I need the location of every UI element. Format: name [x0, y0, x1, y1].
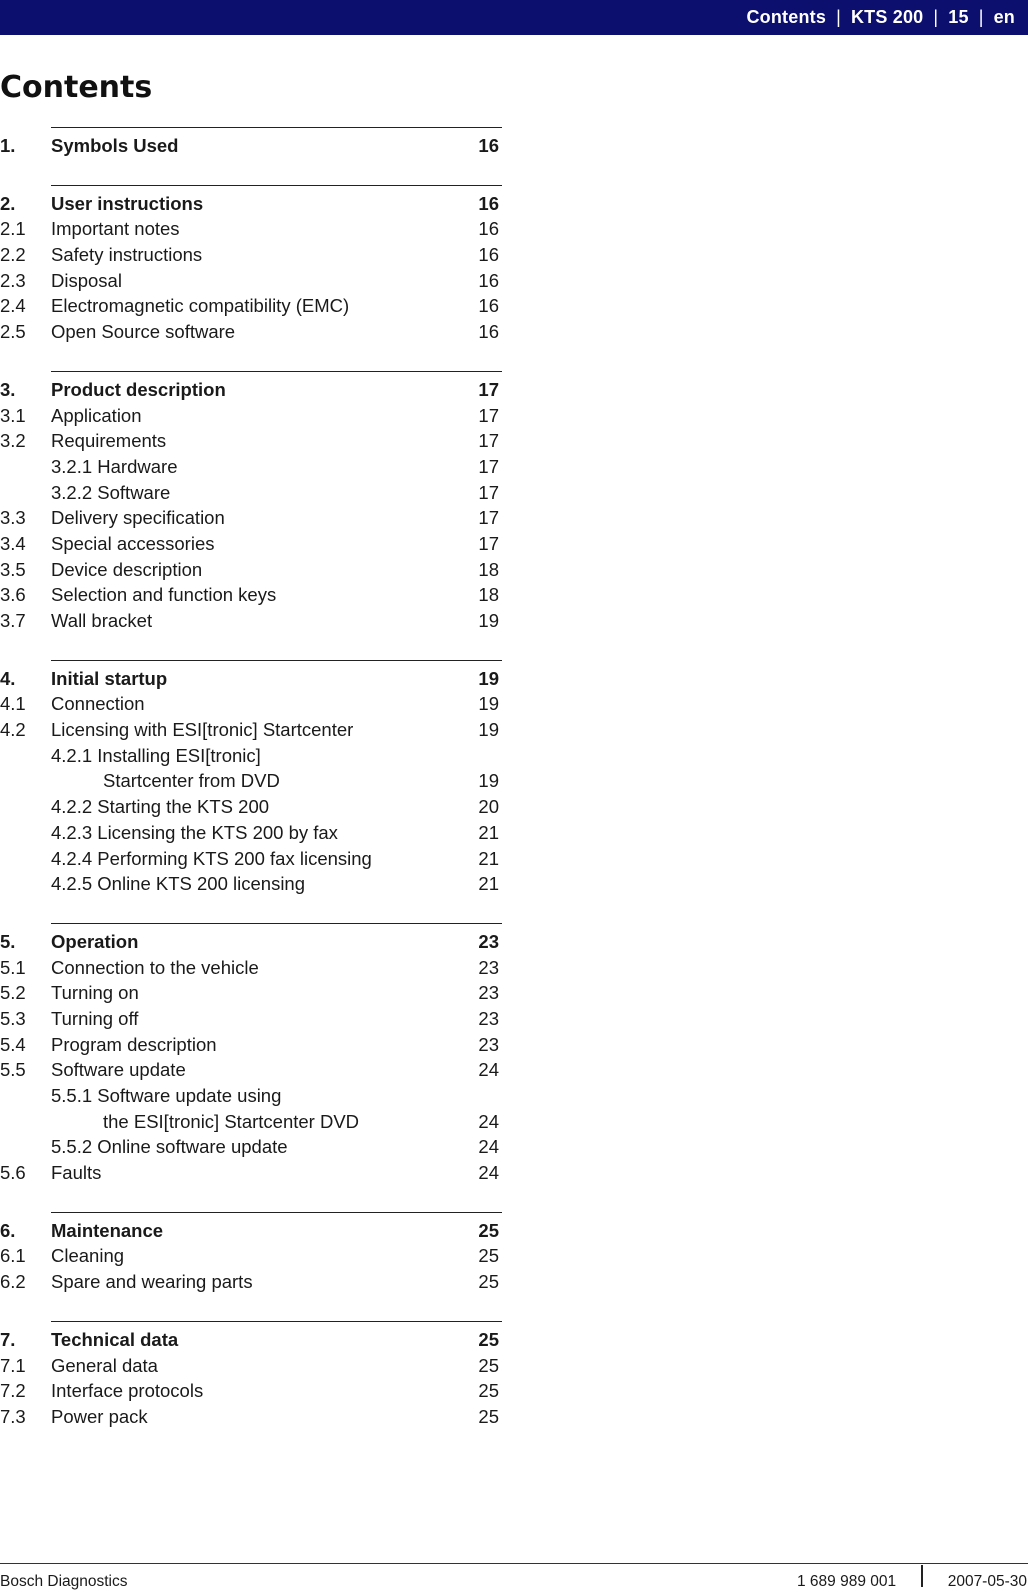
header-separator: | [836, 7, 841, 27]
toc-entry[interactable] [0, 1404, 502, 1430]
toc-entry-number: 6.2 [0, 1271, 26, 1293]
header-section: Contents [746, 7, 827, 27]
toc-entry[interactable] [51, 820, 502, 846]
toc-entry-page: 23 [478, 956, 499, 978]
toc-entry-number: 2.5 [0, 321, 26, 343]
footer-divider [0, 1563, 1028, 1564]
footer-doc-number: 1 689 989 001 [797, 1573, 897, 1590]
header-language: en [993, 7, 1015, 27]
toc-chapter-entry[interactable] [0, 191, 502, 217]
toc-entry-number: 5.5 [0, 1059, 26, 1081]
toc-entry-number: 3.3 [0, 507, 26, 529]
toc-entry-page: 19 [478, 693, 499, 715]
toc-entry-title: 4.2.1 Installing ESI[tronic] [51, 744, 261, 766]
toc-entry-title: Software update [51, 1059, 186, 1081]
toc-entry-title: Turning on [51, 982, 139, 1004]
toc-entry-number: 5.4 [0, 1033, 26, 1055]
toc-entry-title: Selection and function keys [51, 584, 277, 606]
toc-entry-title: User instructions [51, 192, 204, 214]
toc-entry-number: 3. [0, 378, 16, 400]
toc-entry[interactable] [0, 242, 502, 268]
toc-entry-page: 19 [478, 667, 499, 689]
toc-entry-title: Licensing with ESI[tronic] Startcenter [51, 719, 354, 741]
toc-entry[interactable] [0, 691, 502, 717]
toc-section [0, 923, 502, 1186]
toc-entry-page: 16 [478, 244, 499, 266]
toc-entry-number: 7.1 [0, 1354, 26, 1376]
toc-entry-title: Spare and wearing parts [51, 1271, 253, 1293]
toc-entry-title: Disposal [51, 269, 122, 291]
toc-entry-number: 2.2 [0, 244, 26, 266]
toc-entry-title: Important notes [51, 218, 180, 240]
toc-entry[interactable] [0, 1006, 502, 1032]
toc-entry[interactable] [51, 480, 502, 506]
toc-entry-page: 18 [478, 584, 499, 606]
toc-entry-page: 16 [478, 321, 499, 343]
toc-entry-page: 20 [478, 796, 499, 818]
toc-entry-page: 23 [478, 1033, 499, 1055]
toc-entry[interactable] [0, 582, 502, 608]
toc-entry-page: 17 [478, 404, 499, 426]
toc-entry-page: 23 [478, 930, 499, 952]
toc-entry[interactable] [51, 768, 502, 794]
toc-chapter-entry[interactable] [0, 133, 502, 159]
toc-entry-title: 3.2.2 Software [51, 481, 171, 503]
toc-section [0, 1321, 502, 1430]
toc-entry-title: Connection [51, 693, 145, 715]
toc-entry-title: General data [51, 1354, 158, 1376]
toc-entry-title: Delivery specification [51, 507, 225, 529]
toc-entry-page: 17 [478, 532, 499, 554]
toc-entry-title: Startcenter from DVD [103, 770, 280, 792]
toc-entry-title: 5.5.2 Online software update [51, 1136, 288, 1158]
toc-entry-number: 2.4 [0, 295, 26, 317]
toc-entry-title: Product description [51, 378, 226, 400]
toc-chapter-entry[interactable] [0, 929, 502, 955]
toc-entry[interactable] [51, 1109, 502, 1135]
toc-entry-title: Program description [51, 1033, 217, 1055]
footer-company: Bosch Diagnostics [0, 1573, 128, 1590]
toc-entry-title: Operation [51, 930, 139, 952]
toc-entry[interactable] [0, 717, 502, 743]
toc-entry[interactable] [0, 980, 502, 1006]
toc-entry-title: Device description [51, 558, 203, 580]
toc-entry-number: 5.2 [0, 982, 26, 1004]
toc-entry-page: 17 [478, 481, 499, 503]
toc-entry-page: 16 [478, 192, 499, 214]
toc-entry[interactable] [0, 505, 502, 531]
toc-entry-title: Wall bracket [51, 610, 153, 631]
toc-entry-page: 25 [478, 1219, 499, 1241]
toc-entry-title: Electromagnetic compatibility (EMC) [51, 295, 350, 317]
toc-entry[interactable] [0, 1032, 502, 1058]
toc-entry-title: 4.2.2 Starting the KTS 200 [51, 796, 270, 818]
toc-entry-page: 16 [478, 295, 499, 317]
toc-entry-title: Application [51, 404, 142, 426]
toc-entry[interactable] [0, 216, 502, 242]
toc-entry-number: 4. [0, 667, 16, 689]
header-separator: | [978, 7, 984, 27]
table-of-contents [0, 127, 502, 1456]
header-product: KTS 200 [850, 7, 924, 27]
toc-entry-number: 3.6 [0, 584, 26, 606]
toc-entry-number: 4.1 [0, 693, 26, 715]
toc-entry-number: 4.2 [0, 719, 26, 741]
toc-chapter-entry[interactable] [0, 1218, 502, 1244]
toc-entry-title: 4.2.3 Licensing the KTS 200 by fax [51, 821, 338, 843]
toc-entry-number: 3.1 [0, 404, 26, 426]
toc-entry-number: 3.5 [0, 558, 26, 580]
toc-entry-page: 25 [478, 1245, 499, 1267]
toc-entry-title: Turning off [51, 1007, 139, 1029]
toc-entry-page: 17 [478, 378, 499, 400]
toc-entry[interactable] [0, 1057, 502, 1083]
toc-entry[interactable] [0, 403, 502, 429]
toc-entry-number: 7.2 [0, 1380, 26, 1402]
toc-entry-title: 5.5.1 Software update using [51, 1085, 282, 1106]
toc-entry-page: 17 [478, 455, 499, 477]
toc-entry-page: 24 [478, 1059, 499, 1081]
toc-chapter-entry[interactable] [0, 1327, 502, 1353]
toc-entry[interactable] [0, 1269, 502, 1295]
toc-entry[interactable] [51, 1083, 502, 1109]
header-separator: | [933, 7, 939, 27]
toc-entry-number: 5.3 [0, 1007, 26, 1029]
toc-entry-title: Initial startup [51, 667, 168, 689]
toc-entry-page: 25 [478, 1271, 499, 1293]
toc-entry[interactable] [0, 1243, 502, 1269]
toc-entry-title: the ESI[tronic] Startcenter DVD [103, 1110, 360, 1132]
toc-entry-number: 5.1 [0, 956, 26, 978]
toc-entry-title: Cleaning [51, 1245, 125, 1267]
toc-entry-number: 2.3 [0, 269, 26, 291]
toc-entry-page: 19 [478, 719, 499, 741]
toc-section [0, 371, 502, 634]
toc-entry-page: 19 [478, 610, 499, 631]
toc-entry-number: 6.1 [0, 1245, 26, 1267]
toc-entry[interactable] [51, 454, 502, 480]
toc-entry[interactable] [0, 293, 502, 319]
toc-entry[interactable] [51, 794, 502, 820]
header-page-number: 15 [948, 7, 969, 27]
toc-entry-page: 16 [478, 135, 499, 156]
toc-entry-title: 4.2.5 Online KTS 200 licensing [51, 873, 306, 895]
toc-entry-title: Interface protocols [51, 1380, 204, 1402]
toc-chapter-entry[interactable] [0, 666, 502, 692]
toc-entry-page: 23 [478, 982, 499, 1004]
toc-entry-title: Open Source software [51, 321, 236, 343]
toc-entry[interactable] [0, 1378, 502, 1404]
toc-chapter-entry[interactable] [0, 377, 502, 403]
toc-entry-number: 6. [0, 1219, 16, 1241]
toc-section [0, 1212, 502, 1295]
toc-entry-number: 3.2 [0, 430, 26, 452]
toc-entry-title: Connection to the vehicle [51, 956, 259, 978]
toc-entry-number: 7.3 [0, 1405, 26, 1427]
toc-entry-title: Power pack [51, 1405, 148, 1427]
toc-entry-page: 21 [478, 873, 499, 895]
toc-entry-page: 18 [478, 558, 499, 580]
header-bar [0, 0, 1028, 35]
toc-entry[interactable] [0, 531, 502, 557]
toc-entry-title: Maintenance [51, 1219, 164, 1241]
toc-entry[interactable] [0, 428, 502, 454]
toc-entry[interactable] [0, 557, 502, 583]
toc-entry-number: 2. [0, 192, 16, 214]
toc-entry-page: 23 [478, 1007, 499, 1029]
toc-entry-number: 3.4 [0, 532, 26, 554]
toc-entry-title: Requirements [51, 430, 167, 452]
toc-entry-number: 1. [0, 135, 16, 156]
toc-entry-title: Symbols Used [51, 135, 179, 156]
toc-entry[interactable] [51, 871, 502, 897]
toc-entry[interactable] [0, 1353, 502, 1379]
toc-entry-number: 3.7 [0, 610, 26, 631]
toc-entry-number: 2.1 [0, 218, 26, 240]
toc-entry-page: 25 [478, 1380, 499, 1402]
toc-entry[interactable] [0, 608, 502, 634]
footer-separator [921, 1565, 923, 1587]
toc-entry-page: 25 [478, 1328, 499, 1350]
toc-entry-page: 21 [478, 821, 499, 843]
toc-entry-page: 17 [478, 507, 499, 529]
toc-entry-page: 24 [478, 1162, 499, 1184]
footer [0, 1573, 1028, 1595]
toc-entry-title: 3.2.1 Hardware [51, 455, 178, 477]
toc-section [0, 660, 502, 897]
toc-entry-page: 24 [478, 1136, 499, 1158]
toc-entry[interactable] [0, 1160, 502, 1186]
toc-entry-page: 16 [478, 218, 499, 240]
toc-entry-page: 24 [478, 1110, 499, 1132]
toc-entry[interactable] [0, 955, 502, 981]
footer-date: 2007-05-30 [947, 1573, 1027, 1590]
toc-entry[interactable] [0, 268, 502, 294]
toc-entry-page: 25 [478, 1354, 499, 1376]
toc-entry-page: 16 [478, 269, 499, 291]
toc-section [0, 127, 502, 159]
toc-entry[interactable] [51, 743, 502, 769]
toc-entry[interactable] [0, 319, 502, 345]
toc-entry-number: 5.6 [0, 1162, 26, 1184]
toc-section [0, 185, 502, 345]
toc-entry-title: Special accessories [51, 532, 215, 554]
toc-entry-title: 4.2.4 Performing KTS 200 fax licensing [51, 847, 372, 869]
toc-entry-title: Faults [51, 1162, 102, 1184]
toc-entry[interactable] [51, 1134, 502, 1160]
toc-entry-title: Technical data [51, 1328, 179, 1350]
toc-entry-page: 17 [478, 430, 499, 452]
toc-entry-title: Safety instructions [51, 244, 203, 266]
toc-entry-page: 25 [478, 1405, 499, 1427]
page-title: Contents [0, 70, 153, 105]
toc-entry-page: 21 [478, 847, 499, 869]
toc-entry[interactable] [51, 846, 502, 872]
toc-entry-number: 7. [0, 1328, 16, 1350]
toc-entry-page: 19 [478, 770, 499, 792]
toc-entry-number: 5. [0, 930, 16, 952]
